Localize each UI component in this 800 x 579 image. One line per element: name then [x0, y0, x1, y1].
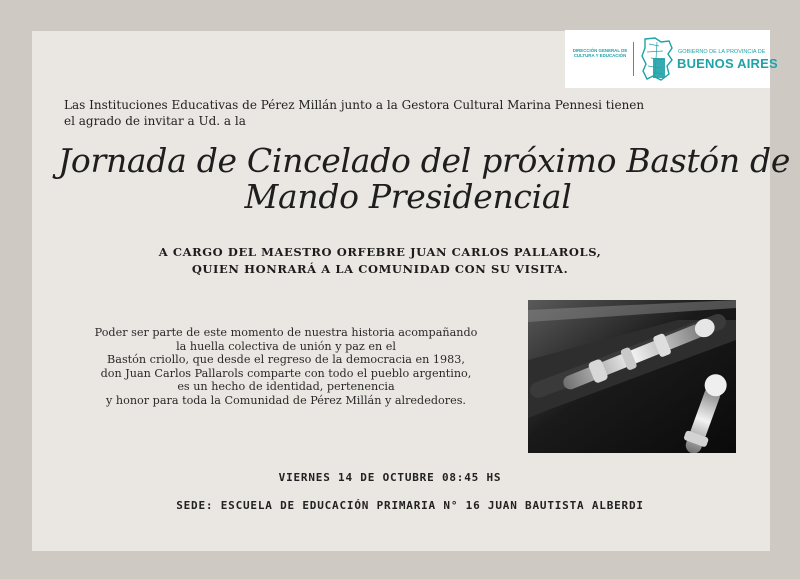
event-subtitle: A CARGO DEL MAESTRO ORFEBRE JUAN CARLOS PALLAROLS, QUIEN HONRARÁ A LA COMUNIDAD CON SU VISITA. — [158, 245, 602, 276]
event-date: VIERNES 14 DE OCTUBRE 08:45 HS — [278, 471, 502, 484]
province-map-icon — [639, 36, 675, 82]
logo-left-text: DIRECCIÓN GENERAL DE CULTURA Y EDUCACIÓN — [572, 48, 628, 58]
logo-divider — [633, 42, 634, 76]
logo-province-text: BUENOS AIRES — [677, 56, 778, 71]
body-paragraph: Poder ser parte de este momento de nuestra historia acompañando la huella colectiva de unión y paz en el Bastón criollo, que desde el regreso de la democracia en 1983, don Juan Carlos Pallarols comparte con todo el pueblo argentino, es un hecho de identidad, pertenencia y honor para toda la Comunidad de Pérez Millán y alrededores. — [94, 326, 478, 407]
intro-text: Las Instituciones Educativas de Pérez Millán junto a la Gestora Cultural Marina Pennesi tienen el agrado de invitar a Ud. a la — [64, 98, 645, 128]
baston-image — [528, 300, 736, 453]
event-title: Jornada de Cincelado del próximo Bastón de Mando Presidencial — [58, 141, 791, 216]
logo-government-text: GOBIERNO DE LA PROVINCIA DE — [678, 49, 766, 55]
event-venue: SEDE: ESCUELA DE EDUCACIÓN PRIMARIA N° 16 JUAN BAUTISTA ALBERDI — [176, 499, 644, 512]
baston-photo — [528, 300, 736, 453]
government-logo — [565, 30, 778, 88]
